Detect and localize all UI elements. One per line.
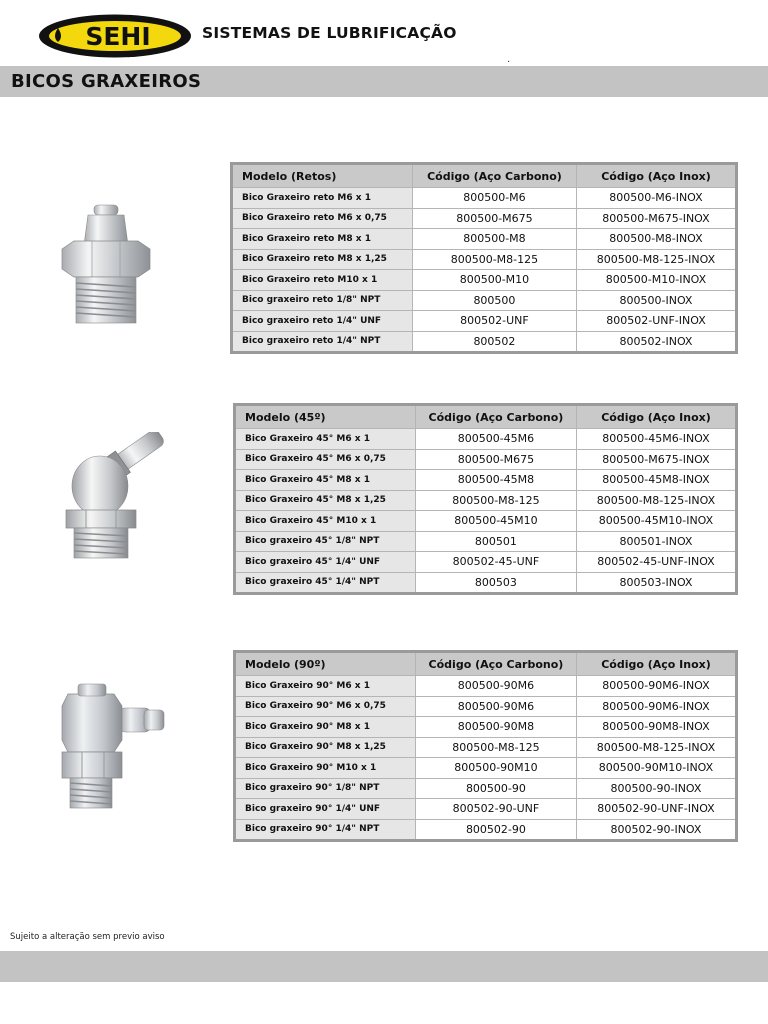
table-row: [235, 717, 737, 738]
title-banner: [0, 66, 768, 97]
model-cell: Bico graxeiro reto 1/8" NPT: [232, 290, 413, 311]
inox-code-cell: 800503-INOX: [576, 572, 736, 594]
column-header-carbon-code: Código (Aço Carbono): [412, 164, 576, 188]
table-row: [235, 676, 737, 697]
straight-grease-fitting-image: [58, 203, 154, 327]
table-row: [235, 552, 737, 573]
carbon-code-cell: 800500-M8: [412, 229, 576, 250]
table-row: [235, 449, 737, 470]
carbon-code-cell: 800502-90: [415, 819, 576, 841]
carbon-code-cell: 800500-45M10: [415, 511, 576, 532]
table-header-row: [232, 164, 737, 188]
table-row: [235, 696, 737, 717]
carbon-code-cell: 800500-45M6: [415, 429, 576, 450]
carbon-code-cell: 800500-M8-125: [415, 737, 576, 758]
inox-code-cell: 800500-M675-INOX: [576, 208, 736, 229]
table-row: [232, 270, 737, 291]
carbon-code-cell: 800500-45M8: [415, 470, 576, 491]
model-cell: Bico Graxeiro 45° M8 x 1: [235, 470, 416, 491]
inox-code-cell: 800500-90M6-INOX: [576, 676, 736, 697]
inox-code-cell: 800500-M6-INOX: [576, 188, 736, 209]
table-row: [235, 511, 737, 532]
table-row: [232, 229, 737, 250]
table-row: [232, 208, 737, 229]
table-row: [232, 290, 737, 311]
inox-code-cell: 800500-M8-125-INOX: [576, 249, 736, 270]
inox-code-cell: 800500-90-INOX: [576, 778, 736, 799]
straight-fittings-table: [230, 162, 738, 354]
model-cell: Bico Graxeiro 90° M8 x 1,25: [235, 737, 416, 758]
column-header-carbon-code: Código (Aço Carbono): [415, 405, 576, 429]
carbon-code-cell: 800500-M6: [412, 188, 576, 209]
column-header-inox-code: Código (Aço Inox): [576, 652, 736, 676]
inox-code-cell: 800500-90M8-INOX: [576, 717, 736, 738]
model-cell: Bico graxeiro reto 1/4" UNF: [232, 311, 413, 332]
carbon-code-cell: 800500-90M8: [415, 717, 576, 738]
model-cell: Bico Graxeiro 45° M8 x 1,25: [235, 490, 416, 511]
carbon-code-cell: 800500-90M6: [415, 676, 576, 697]
carbon-code-cell: 800502-90-UNF: [415, 799, 576, 820]
model-cell: Bico Graxeiro reto M6 x 0,75: [232, 208, 413, 229]
model-cell: Bico Graxeiro reto M10 x 1: [232, 270, 413, 291]
model-cell: Bico Graxeiro 90° M10 x 1: [235, 758, 416, 779]
table-row: [235, 819, 737, 841]
table-body: [232, 188, 737, 353]
table-row: [232, 331, 737, 353]
inox-code-cell: 800500-M8-125-INOX: [576, 737, 736, 758]
carbon-code-cell: 800500-M10: [412, 270, 576, 291]
model-cell: Bico graxeiro 90° 1/4" UNF: [235, 799, 416, 820]
inox-code-cell: 800500-M8-INOX: [576, 229, 736, 250]
model-cell: Bico graxeiro reto 1/4" NPT: [232, 331, 413, 353]
carbon-code-cell: 800500: [412, 290, 576, 311]
carbon-code-cell: 800502-45-UNF: [415, 552, 576, 573]
column-header-model: Modelo (Retos): [232, 164, 413, 188]
sehi-logo: [38, 14, 192, 58]
table-row: [235, 470, 737, 491]
carbon-code-cell: 800500-90M10: [415, 758, 576, 779]
45-degree-fittings-table: [233, 403, 738, 595]
inox-code-cell: 800502-INOX: [576, 331, 736, 353]
inox-code-cell: 800502-90-UNF-INOX: [576, 799, 736, 820]
carbon-code-cell: 800500-M8-125: [415, 490, 576, 511]
table-row: [232, 188, 737, 209]
model-cell: Bico Graxeiro 45° M6 x 1: [235, 429, 416, 450]
carbon-code-cell: 800502: [412, 331, 576, 353]
stray-dot: .: [507, 54, 511, 65]
model-cell: Bico graxeiro 90° 1/8" NPT: [235, 778, 416, 799]
carbon-code-cell: 800502-UNF: [412, 311, 576, 332]
table-row: [232, 249, 737, 270]
column-header-model: Modelo (90º): [235, 652, 416, 676]
model-cell: Bico Graxeiro 90° M6 x 1: [235, 676, 416, 697]
carbon-code-cell: 800501: [415, 531, 576, 552]
page-brand-title: SISTEMAS DE LUBRIFICAÇÃO: [202, 24, 457, 42]
column-header-carbon-code: Código (Aço Carbono): [415, 652, 576, 676]
inox-code-cell: 800502-90-INOX: [576, 819, 736, 841]
table-row: [235, 490, 737, 511]
model-cell: Bico Graxeiro 90° M6 x 0,75: [235, 696, 416, 717]
model-cell: Bico Graxeiro reto M8 x 1: [232, 229, 413, 250]
carbon-code-cell: 800500-90: [415, 778, 576, 799]
inox-code-cell: 800500-M10-INOX: [576, 270, 736, 291]
model-cell: Bico Graxeiro reto M8 x 1,25: [232, 249, 413, 270]
model-cell: Bico graxeiro 45° 1/4" UNF: [235, 552, 416, 573]
inox-code-cell: 800502-UNF-INOX: [576, 311, 736, 332]
carbon-code-cell: 800503: [415, 572, 576, 594]
model-cell: Bico graxeiro 90° 1/4" NPT: [235, 819, 416, 841]
footer-bar: [0, 951, 768, 982]
table-row: [235, 799, 737, 820]
inox-code-cell: 800500-90M10-INOX: [576, 758, 736, 779]
table-body: [235, 676, 737, 841]
inox-code-cell: 800500-M8-125-INOX: [576, 490, 736, 511]
45-degree-grease-fitting-image: [58, 432, 176, 562]
table-row: [235, 531, 737, 552]
inox-code-cell: 800500-45M8-INOX: [576, 470, 736, 491]
disclaimer-note: Sujeito a alteração sem previo aviso: [10, 932, 165, 942]
carbon-code-cell: 800500-M675: [415, 449, 576, 470]
table-row: [232, 311, 737, 332]
90-degree-grease-fitting-image: [56, 680, 168, 812]
model-cell: Bico graxeiro 45° 1/8" NPT: [235, 531, 416, 552]
model-cell: Bico graxeiro 45° 1/4" NPT: [235, 572, 416, 594]
table-row: [235, 572, 737, 594]
inox-code-cell: 800501-INOX: [576, 531, 736, 552]
table-header-row: [235, 652, 737, 676]
column-header-model: Modelo (45º): [235, 405, 416, 429]
carbon-code-cell: 800500-M8-125: [412, 249, 576, 270]
table-row: [235, 778, 737, 799]
inox-code-cell: 800500-INOX: [576, 290, 736, 311]
carbon-code-cell: 800500-90M6: [415, 696, 576, 717]
inox-code-cell: 800500-M675-INOX: [576, 449, 736, 470]
table-row: [235, 758, 737, 779]
column-header-inox-code: Código (Aço Inox): [576, 405, 736, 429]
inox-code-cell: 800500-45M10-INOX: [576, 511, 736, 532]
model-cell: Bico Graxeiro reto M6 x 1: [232, 188, 413, 209]
90-degree-fittings-table: [233, 650, 738, 842]
model-cell: Bico Graxeiro 45° M10 x 1: [235, 511, 416, 532]
column-header-inox-code: Código (Aço Inox): [576, 164, 736, 188]
inox-code-cell: 800500-45M6-INOX: [576, 429, 736, 450]
logo-text: SEHI: [85, 22, 151, 51]
page-title: BICOS GRAXEIROS: [11, 71, 202, 92]
inox-code-cell: 800502-45-UNF-INOX: [576, 552, 736, 573]
table-row: [235, 429, 737, 450]
table-row: [235, 737, 737, 758]
table-header-row: [235, 405, 737, 429]
carbon-code-cell: 800500-M675: [412, 208, 576, 229]
model-cell: Bico Graxeiro 90° M8 x 1: [235, 717, 416, 738]
inox-code-cell: 800500-90M6-INOX: [576, 696, 736, 717]
model-cell: Bico Graxeiro 45° M6 x 0,75: [235, 449, 416, 470]
table-body: [235, 429, 737, 594]
